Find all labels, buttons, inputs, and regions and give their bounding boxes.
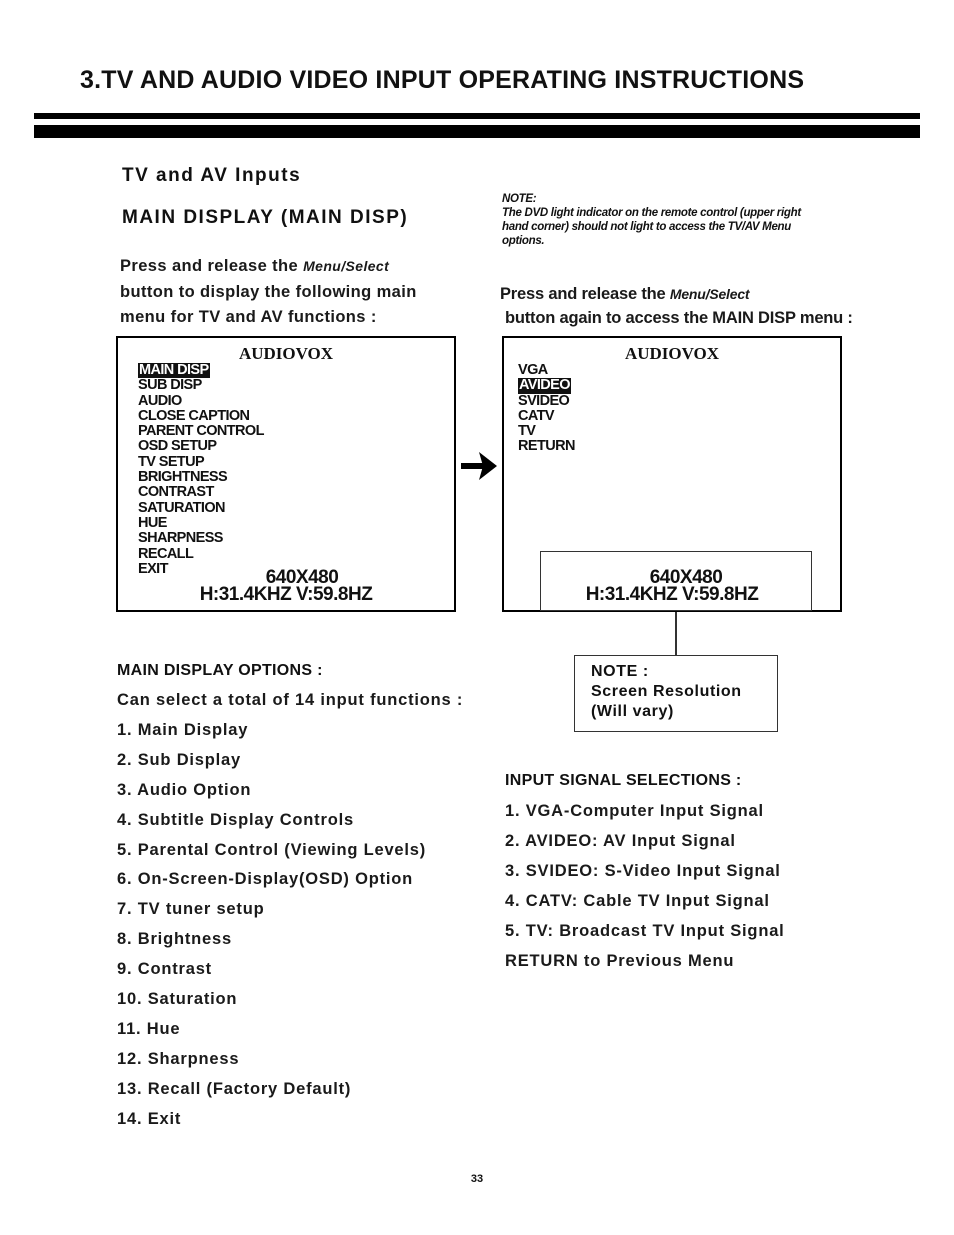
main-menu-list [138, 363, 264, 577]
list-item: 9. Contrast [117, 960, 212, 979]
list-item: 3. SVIDEO: S-Video Input Signal [505, 861, 781, 880]
dvd-light-note [502, 192, 802, 248]
list-item: 12. Sharpness [117, 1049, 240, 1068]
callout-label: NOTE : [591, 663, 649, 680]
list-item: 1. Main Display [117, 720, 249, 739]
list-item: 4. CATV: Cable TV Input Signal [505, 891, 770, 910]
menu-item[interactable]: AVIDEO [519, 377, 570, 394]
menu-item[interactable]: RETURN [518, 438, 575, 455]
menu-item[interactable]: EXIT [138, 560, 168, 577]
menu-item[interactable]: CLOSE CAPTION [138, 407, 250, 424]
list-item: 2. AVIDEO: AV Input Signal [505, 831, 736, 850]
resolution-value: 640X480 [649, 567, 723, 588]
screen-brand: AUDIOVOX [624, 344, 720, 363]
menu-item[interactable]: RECALL [138, 545, 194, 562]
menu-item[interactable]: CATV [518, 407, 554, 424]
options-intro: Can select a total of 14 input functions : [117, 691, 464, 709]
right-intro-button-name: Menu/Select [669, 286, 750, 302]
menu-item[interactable]: SATURATION [138, 499, 225, 516]
frequency-value: H:31.4KHZ V:59.8HZ [585, 584, 759, 605]
menu-item[interactable]: TV SETUP [138, 453, 205, 470]
right-intro-before: Press and release the [500, 285, 670, 303]
menu-item[interactable]: VGA [518, 362, 548, 378]
list-item: 8. Brightness [117, 930, 232, 949]
menu-item[interactable]: SHARPNESS [138, 530, 223, 547]
left-intro-after: button to display the following main menu for TV and AV functions : [120, 282, 417, 326]
resolution-note-box [574, 655, 778, 732]
frequency-value: H:31.4KHZ V:59.8HZ [199, 584, 373, 605]
menu-item[interactable]: PARENT CONTROL [138, 423, 264, 440]
menu-item[interactable]: HUE [138, 514, 167, 531]
options-heading: MAIN DISPLAY OPTIONS : [117, 662, 323, 679]
section-title: TV and AV Inputs [122, 165, 302, 186]
menu-item[interactable]: SUB DISP [138, 377, 202, 394]
header-rule-thick [34, 125, 920, 138]
page-title: 3.TV AND AUDIO VIDEO INPUT OPERATING INSTRUCTIONS [80, 66, 805, 94]
resolution-value: 640X480 [265, 567, 339, 588]
list-item: 11. Hue [117, 1019, 181, 1038]
menu-item[interactable]: OSD SETUP [138, 438, 217, 455]
resolution-readout [504, 569, 840, 603]
menu-item[interactable]: BRIGHTNESS [138, 469, 228, 486]
input-menu-list [518, 363, 575, 455]
list-item: 5. Parental Control (Viewing Levels) [117, 840, 427, 859]
input-menu-screen [502, 336, 842, 612]
page-number: 33 [470, 1173, 484, 1185]
note-label: NOTE: [502, 193, 537, 205]
menu-item[interactable]: AUDIO [138, 392, 182, 409]
list-item: 10. Saturation [117, 990, 238, 1009]
list-item: 1. VGA-Computer Input Signal [505, 802, 764, 820]
note-text: The DVD light indicator on the remote control (upper right hand corner) should not light to access the TV/AV Menu options. [502, 207, 801, 247]
callout-line-2: Screen Resolution [591, 683, 742, 700]
subsection-title: MAIN DISPLAY (MAIN DISP) [122, 207, 409, 228]
list-item: 6. On-Screen-Display(OSD) Option [117, 870, 414, 889]
header-rule-thin [34, 113, 920, 119]
callout-connector [675, 612, 677, 655]
list-item: 5. TV: Broadcast TV Input Signal [505, 921, 785, 940]
signals-list [505, 797, 785, 976]
list-item: 2. Sub Display [117, 750, 241, 769]
options-list [117, 686, 463, 1135]
list-item: RETURN to Previous Menu [505, 951, 735, 970]
list-item: 3. Audio Option [117, 780, 252, 799]
menu-item[interactable]: MAIN DISP [139, 362, 209, 378]
right-intro-after: button again to access the MAIN DISP menu : [505, 309, 853, 327]
callout-line-3: (Will vary) [591, 703, 674, 720]
list-item: 14. Exit [117, 1109, 182, 1128]
left-intro [120, 254, 460, 331]
left-intro-button-name: Menu/Select [303, 258, 390, 274]
signals-heading: INPUT SIGNAL SELECTIONS : [505, 772, 742, 789]
left-intro-before: Press and release the [120, 257, 304, 275]
list-item: 7. TV tuner setup [117, 900, 265, 919]
main-menu-screen [116, 336, 456, 612]
menu-item[interactable]: TV [518, 423, 536, 440]
menu-item[interactable]: SVIDEO [518, 392, 570, 409]
list-item: 4. Subtitle Display Controls [117, 810, 354, 829]
right-arrow-icon [459, 449, 499, 483]
right-intro [500, 282, 860, 330]
screen-brand: AUDIOVOX [238, 344, 334, 363]
list-item: 13. Recall (Factory Default) [117, 1079, 352, 1098]
menu-item[interactable]: CONTRAST [138, 484, 214, 501]
resolution-readout [118, 569, 454, 603]
